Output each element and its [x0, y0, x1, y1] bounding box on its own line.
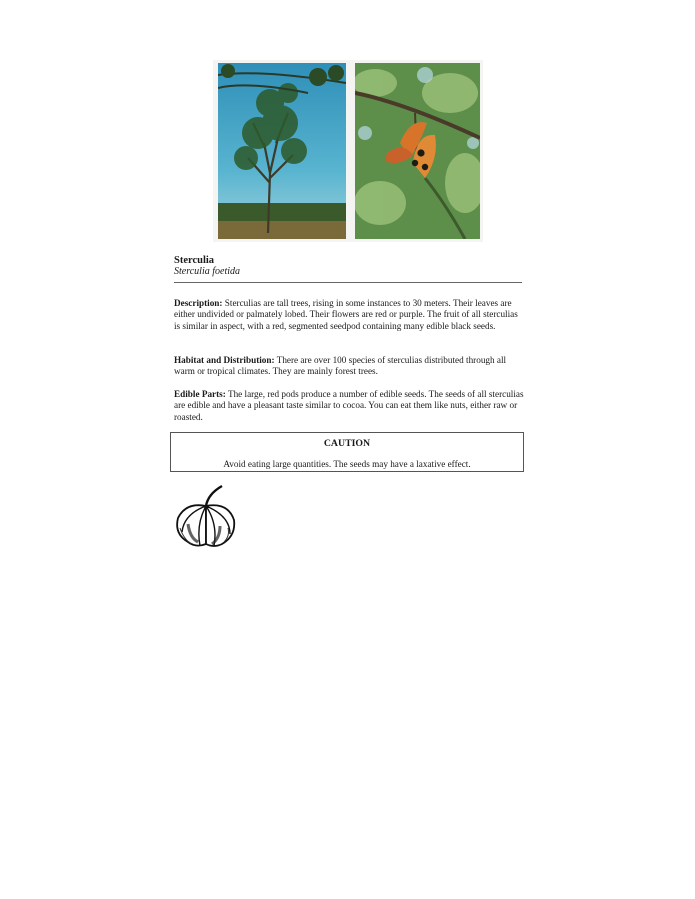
common-name-title: Sterculia [174, 255, 215, 266]
habitat-label: Habitat and Distribution: [174, 355, 275, 365]
seedpod-sketch-illustration [172, 484, 238, 552]
caution-text: Avoid eating large quantities. The seeds may have a laxative effect. [223, 459, 471, 469]
description-text: Sterculias are tall trees, rising in some instances to 30 meters. Their leaves are either undivided or palmately lobed. Their flowers are red or purple. The fruit of all sterculias is similar in aspect, with a red, segmented seedpod containing many edible black seeds. [174, 298, 518, 331]
habitat-paragraph [174, 355, 524, 378]
seedpod-photo [355, 63, 480, 239]
habitat-text: There are over 100 species of sterculias distributed through all warm or tropical climates. They are mainly forest trees. [174, 355, 507, 377]
description-paragraph [174, 298, 524, 332]
caution-box [170, 432, 524, 472]
scientific-name: Sterculia foetida [174, 266, 241, 277]
header-divider [174, 282, 522, 283]
edible-parts-paragraph [174, 389, 524, 423]
edible-parts-label: Edible Parts: [174, 389, 226, 399]
description-label: Description: [174, 298, 223, 308]
photo-pair [213, 60, 483, 242]
tree-photo [218, 63, 346, 239]
caution-title: CAUTION [323, 438, 371, 449]
edible-parts-text: The large, red pods produce a number of edible seeds. The seeds of all sterculias are edible and have a pleasant taste similar to cocoa. You can eat them like nuts, either raw or roasted. [174, 389, 524, 422]
